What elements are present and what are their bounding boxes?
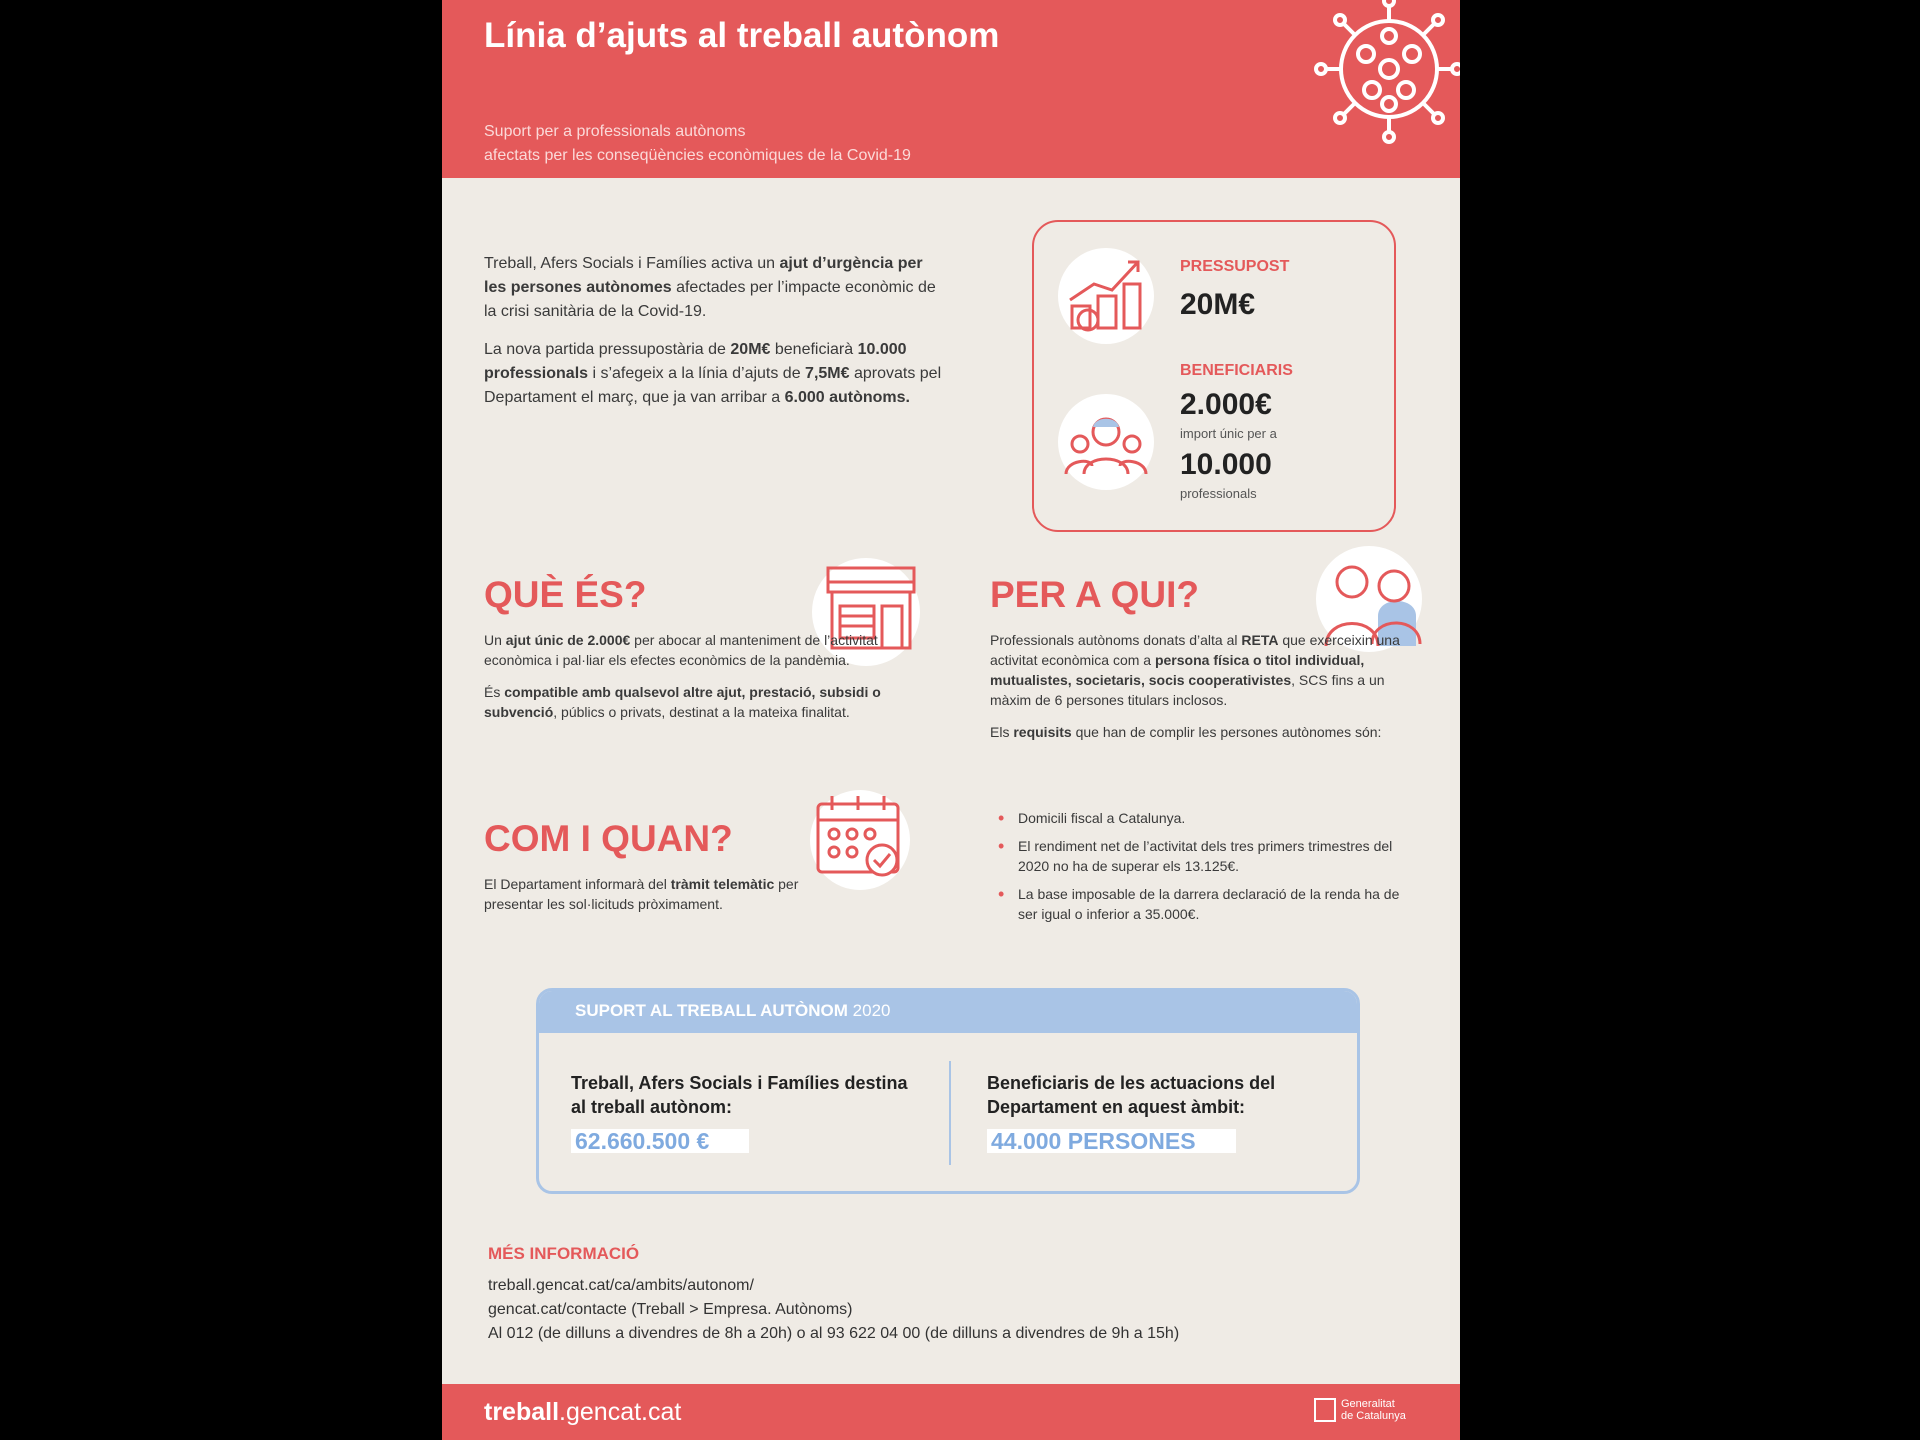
page-title: Línia d’ajuts al treball autònom (484, 16, 1000, 55)
header-banner (442, 0, 1460, 178)
footer-banner (442, 1384, 1460, 1440)
page-subtitle: Suport per a professionals autònoms afectats per les conseqüències econòmiques de la Covid-19 (484, 123, 911, 164)
list-item: • La base imposable de la darrera declaració de la renda ha de ser igual o inferior a 35.000€. (990, 884, 1410, 924)
beneficiaries-label: BENEFICIARIS (1180, 362, 1293, 379)
support-budget-value: 62.660.500 € (571, 1129, 749, 1153)
more-info-link-2[interactable]: gencat.cat/contacte (Treball > Empresa. Autònoms) (488, 1301, 853, 1318)
when-text (484, 874, 804, 926)
support-divider (949, 1061, 951, 1165)
what-title: QUÈ ÉS? (484, 574, 647, 615)
support-title: SUPORT AL TREBALL AUTÒNOM (575, 1001, 848, 1020)
who-text (990, 630, 1410, 754)
support-beneficiaries-text: Beneficiaris de les actuacions del Departament en aquest àmbit: (987, 1073, 1276, 1117)
support-year: 2020 (847, 1001, 891, 1020)
intro-paragraph-2: La nova partida pressupostària de 20M€ beneficiarà 10.000 professionals i s’afegeix a la línia d’ajuts de 7,5M€ aprovats pel Departament el març, que ja van arribar a 6.000 autònoms. (484, 341, 942, 406)
when-title: COM I QUAN? (484, 818, 733, 859)
who-paragraph-1: Professionals autònoms donats d’alta al RETA que exerceixin una activitat econòmica com a persona física o titol individual, mutualistes, societaris, socis cooperativistes, SCS fins a un màxim de 6 persones titulars inclosos. (990, 632, 1400, 708)
more-info-phone: Al 012 (de dilluns a divendres de 8h a 20h) o al 93 622 04 00 (de dilluns a divendres de 9h a 15h) (488, 1325, 1180, 1342)
list-item: • El rendiment net de l’activitat dels tres primers trimestres del 2020 no ha de superar els 13.125€. (990, 836, 1410, 876)
what-paragraph-2: És compatible amb qualsevol altre ajut, prestació, subsidi o subvenció, públics o privats, destinat a la mateixa finalitat. (484, 684, 881, 720)
count-value: 10.000 (1180, 448, 1272, 481)
virus-icon (1314, 0, 1460, 144)
calendar-icon (810, 790, 910, 890)
count-note: professionals (1180, 486, 1257, 501)
who-paragraph-2: Els requisits que han de complir les persones autònomes són: (990, 724, 1382, 740)
poster (442, 0, 1460, 1440)
amount-note: import únic per a (1180, 426, 1277, 441)
footer-url[interactable]: treball.gencat.cat (484, 1398, 682, 1426)
requirements-list (990, 808, 1410, 932)
budget-label: PRESSUPOST (1180, 258, 1290, 275)
what-text (484, 630, 904, 734)
what-paragraph-1: Un ajut únic de 2.000€ per abocar al manteniment de l’activitat econòmica i pal·liar els efectes econòmics de la pandèmia. (484, 632, 878, 668)
support-beneficiaries-value: 44.000 PERSONES (987, 1129, 1236, 1153)
intro-text (484, 252, 944, 424)
more-info-title: MÉS INFORMACIÓ (488, 1244, 640, 1263)
support-budget-text: Treball, Afers Socials i Famílies destina al treball autònom: (571, 1073, 908, 1117)
more-info-link-1[interactable]: treball.gencat.cat/ca/ambits/autonom/ (488, 1277, 754, 1294)
group-icon (1058, 394, 1154, 490)
generalitat-logo: Generalitat de Catalunya (1314, 1398, 1406, 1422)
when-paragraph: El Departament informarà del tràmit telemàtic per presentar les sol·licituds pròximament. (484, 876, 799, 912)
budget-value: 20M€ (1180, 288, 1256, 321)
more-info (488, 1242, 1179, 1346)
support-summary-box (536, 988, 1360, 1194)
intro-paragraph-1: Treball, Afers Socials i Famílies activa un ajut d’urgència per les persones autònomes afectades per l’impacte econòmic de la crisi sanitària de la Covid-19. (484, 255, 936, 320)
amount-value: 2.000€ (1180, 388, 1272, 421)
support-budget (571, 1071, 921, 1155)
who-title: PER A QUI? (990, 574, 1199, 615)
list-item: • Domicili fiscal a Catalunya. (990, 808, 1410, 828)
generalitat-mark-icon (1314, 1398, 1336, 1422)
stats-box (1032, 220, 1396, 532)
money-growth-icon (1058, 248, 1154, 344)
support-beneficiaries (987, 1071, 1337, 1155)
support-title-bar (539, 991, 1357, 1033)
